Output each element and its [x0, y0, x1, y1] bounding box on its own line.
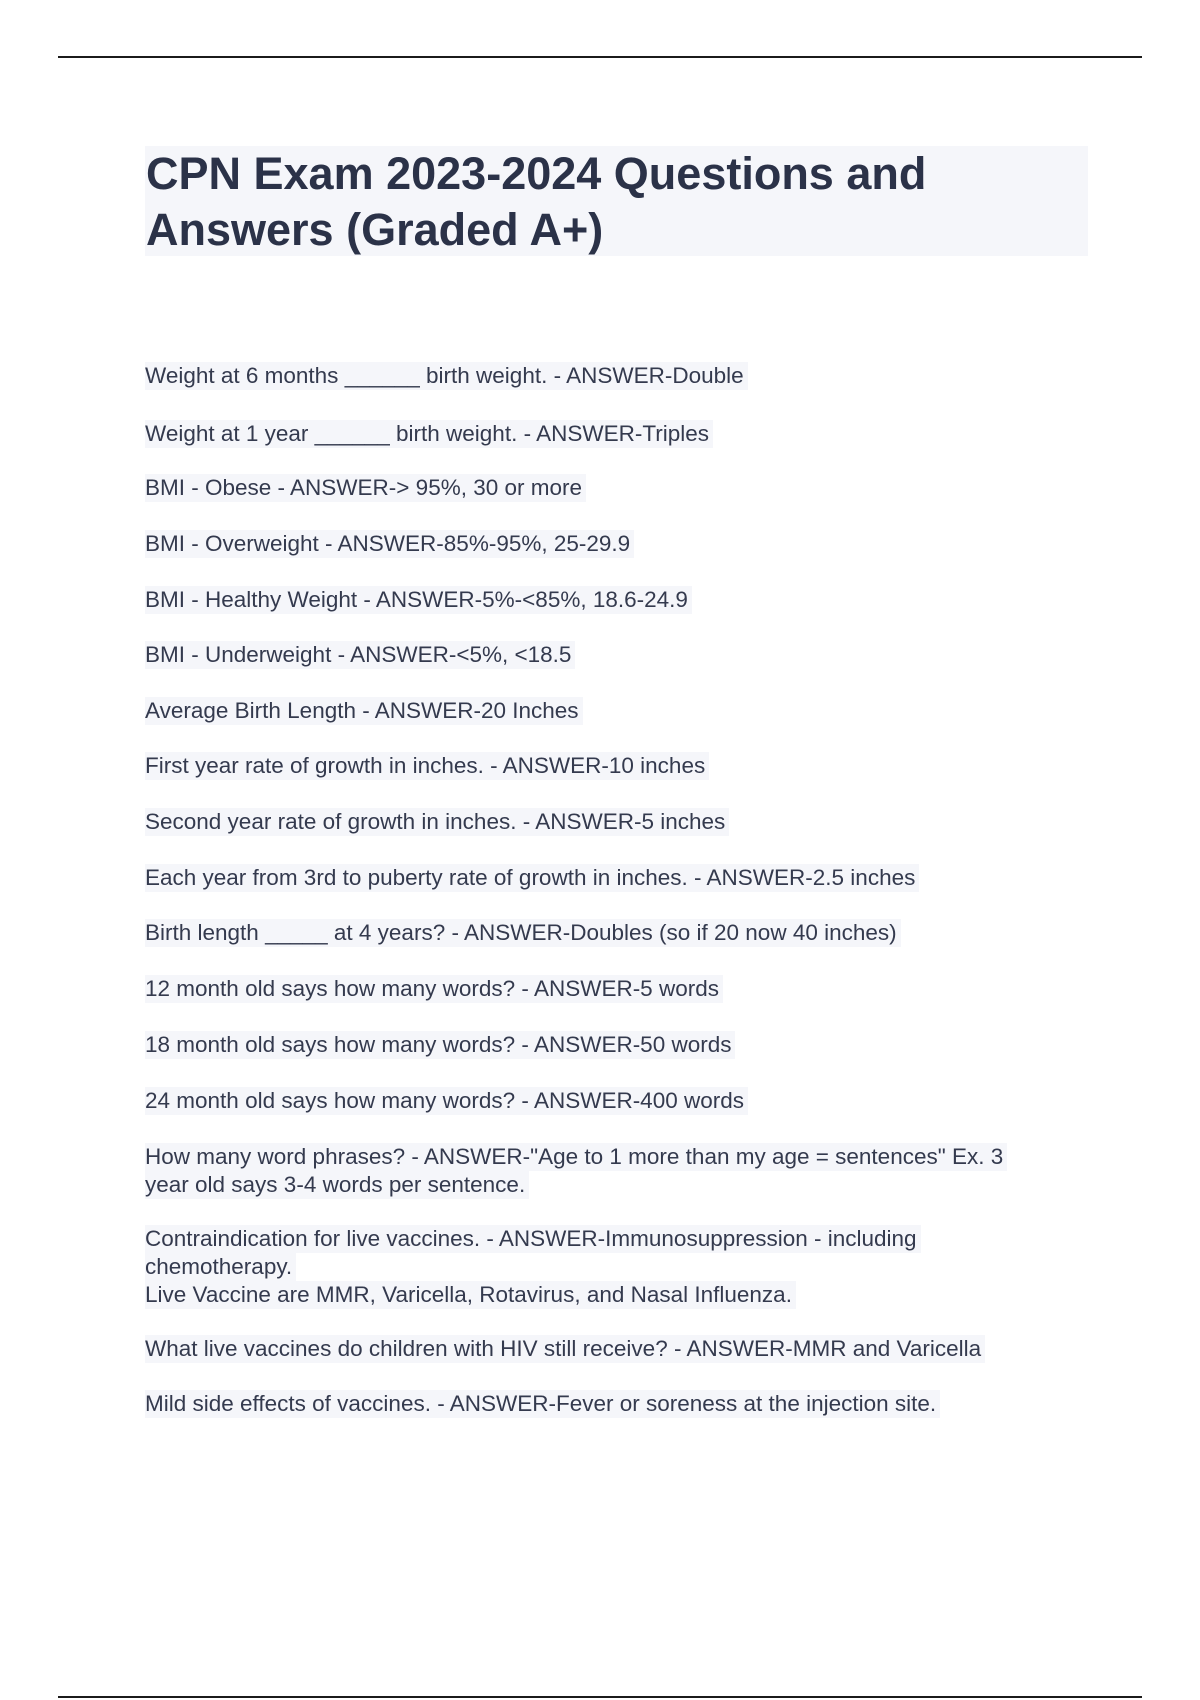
- footer-rule: [58, 1696, 1142, 1698]
- qa-line: BMI - Overweight - ANSWER-85%-95%, 25-29.9: [145, 530, 634, 558]
- qa-line-wrap: [145, 864, 1095, 892]
- qa-item: [145, 975, 1095, 1003]
- qa-item: [145, 362, 1095, 390]
- qa-item: [145, 1390, 1095, 1418]
- qa-line: Second year rate of growth in inches. - ANSWER-5 inches: [145, 808, 729, 836]
- qa-line: Live Vaccine are MMR, Varicella, Rotavirus, and Nasal Influenza.: [145, 1281, 796, 1309]
- qa-line: First year rate of growth in inches. - ANSWER-10 inches: [145, 752, 709, 780]
- qa-line-wrap: [145, 1281, 1095, 1309]
- qa-line: year old says 3-4 words per sentence.: [145, 1171, 529, 1199]
- qa-line-wrap: [145, 1225, 1095, 1253]
- title-line: Answers (Graded A+): [146, 204, 604, 255]
- qa-line: What live vaccines do children with HIV still receive? - ANSWER-MMR and Varicella: [145, 1335, 985, 1363]
- qa-line: How many word phrases? - ANSWER-"Age to 1 more than my age = sentences" Ex. 3: [145, 1143, 1007, 1171]
- qa-line-wrap: [145, 1171, 1095, 1199]
- qa-list: [145, 362, 1095, 1418]
- qa-line: BMI - Underweight - ANSWER-<5%, <18.5: [145, 641, 575, 669]
- qa-line: chemotherapy.: [145, 1253, 296, 1281]
- qa-line-wrap: [145, 1253, 1095, 1281]
- qa-line-wrap: [145, 1143, 1095, 1171]
- qa-line: Weight at 6 months ______ birth weight. - ANSWER-Double: [145, 362, 748, 390]
- qa-item: [145, 1335, 1095, 1363]
- document-title-block: [145, 146, 1088, 256]
- qa-line-wrap: [145, 697, 1095, 725]
- qa-line-wrap: [145, 1031, 1095, 1059]
- qa-line: BMI - Obese - ANSWER-> 95%, 30 or more: [145, 474, 586, 502]
- qa-line: 24 month old says how many words? - ANSWER-400 words: [145, 1087, 748, 1115]
- qa-item: [145, 1087, 1095, 1115]
- qa-item: [145, 1143, 1095, 1199]
- qa-line: Each year from 3rd to puberty rate of growth in inches. - ANSWER-2.5 inches: [145, 864, 919, 892]
- document-title: [145, 146, 1088, 258]
- qa-line-wrap: [145, 474, 1095, 502]
- qa-line-wrap: [145, 919, 1095, 947]
- qa-line-wrap: [145, 420, 1095, 448]
- qa-line: Mild side effects of vaccines. - ANSWER-Fever or soreness at the injection site.: [145, 1390, 940, 1418]
- qa-line: Average Birth Length - ANSWER-20 Inches: [145, 697, 583, 725]
- qa-item: [145, 808, 1095, 836]
- qa-line: 12 month old says how many words? - ANSWER-5 words: [145, 975, 723, 1003]
- qa-line-wrap: [145, 586, 1095, 614]
- qa-line: 18 month old says how many words? - ANSWER-50 words: [145, 1031, 735, 1059]
- qa-item: [145, 420, 1095, 448]
- qa-item: [145, 919, 1095, 947]
- qa-item: [145, 864, 1095, 892]
- qa-item: [145, 697, 1095, 725]
- qa-line-wrap: [145, 1087, 1095, 1115]
- title-line: CPN Exam 2023-2024 Questions and: [146, 148, 927, 199]
- qa-line-wrap: [145, 530, 1095, 558]
- qa-line: Contraindication for live vaccines. - ANSWER-Immunosuppression - including: [145, 1225, 921, 1253]
- qa-item: [145, 1225, 1095, 1309]
- qa-item: [145, 474, 1095, 502]
- qa-line-wrap: [145, 362, 1095, 390]
- qa-line-wrap: [145, 1390, 1095, 1418]
- qa-line-wrap: [145, 808, 1095, 836]
- qa-line-wrap: [145, 752, 1095, 780]
- qa-item: [145, 752, 1095, 780]
- qa-line: Weight at 1 year ______ birth weight. - ANSWER-Triples: [145, 420, 713, 448]
- qa-item: [145, 1031, 1095, 1059]
- qa-line-wrap: [145, 1335, 1095, 1363]
- header-rule: [58, 56, 1142, 58]
- qa-item: [145, 586, 1095, 614]
- qa-line: BMI - Healthy Weight - ANSWER-5%-<85%, 18.6-24.9: [145, 586, 692, 614]
- qa-line-wrap: [145, 641, 1095, 669]
- qa-item: [145, 641, 1095, 669]
- qa-item: [145, 530, 1095, 558]
- qa-line-wrap: [145, 975, 1095, 1003]
- qa-line: Birth length _____ at 4 years? - ANSWER-Doubles (so if 20 now 40 inches): [145, 919, 901, 947]
